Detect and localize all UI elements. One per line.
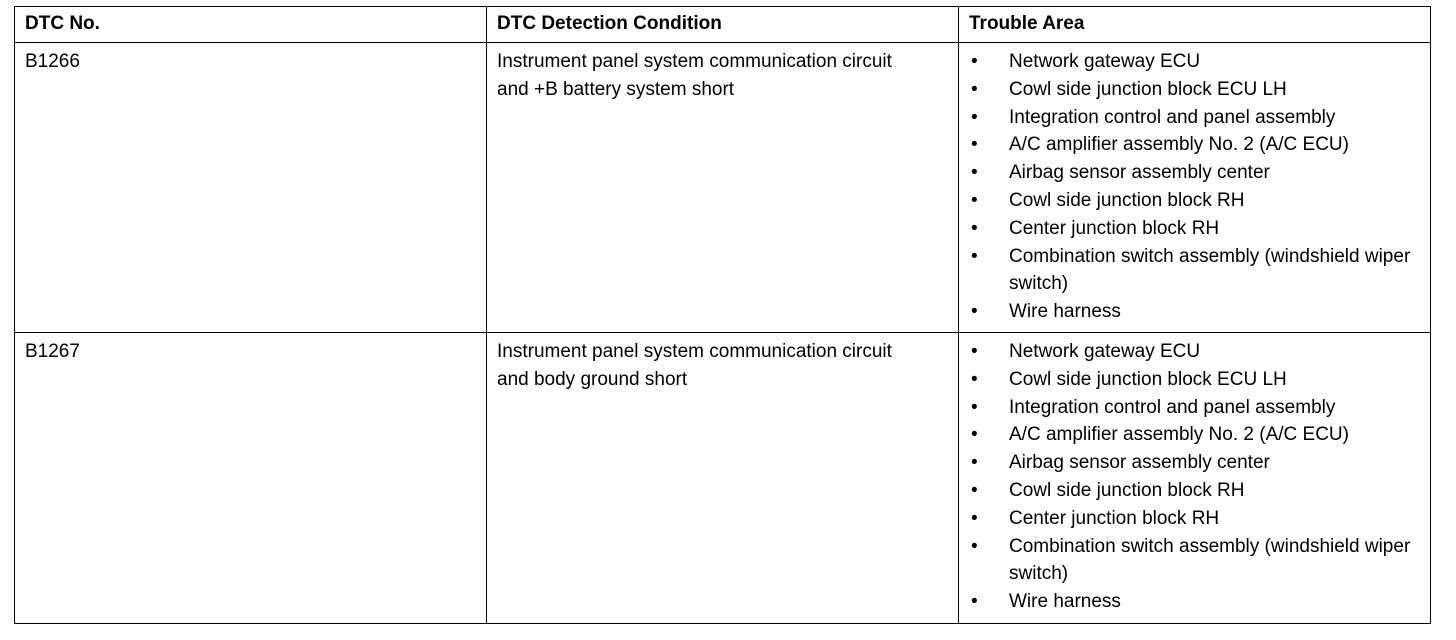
header-detection-condition: DTC Detection Condition [487, 7, 959, 43]
trouble-area-text: A/C amplifier assembly No. 2 (A/C ECU) [1009, 134, 1349, 156]
bullet-icon: • [971, 396, 978, 418]
bullet-icon: • [971, 507, 978, 529]
detection-condition-text: Instrument panel system communication circuit and body ground short [497, 340, 892, 390]
trouble-area-item [969, 394, 1420, 422]
detection-condition-text: Instrument panel system communication circuit and +B battery system short [497, 51, 892, 100]
trouble-area-text: Airbag sensor assembly center [1009, 452, 1270, 474]
trouble-area-item [969, 48, 1420, 76]
trouble-area-item [969, 76, 1420, 104]
bullet-icon: • [971, 368, 978, 390]
bullet-icon: • [971, 591, 978, 613]
table-row [15, 332, 1431, 623]
trouble-area-item [969, 449, 1420, 477]
bullet-icon: • [971, 162, 978, 184]
trouble-area-item [969, 298, 1420, 326]
trouble-area-item [969, 104, 1420, 132]
trouble-area-item [969, 131, 1420, 159]
trouble-area-text: Network gateway ECU [1009, 340, 1201, 362]
trouble-area-item [969, 421, 1420, 449]
trouble-area-cell [959, 43, 1431, 333]
trouble-area-item [969, 243, 1420, 299]
trouble-area-list [969, 48, 1420, 326]
detection-condition-cell [487, 332, 959, 623]
trouble-area-item [969, 366, 1420, 394]
trouble-area-item [969, 533, 1420, 589]
trouble-area-text: Integration control and panel assembly [1009, 106, 1336, 128]
trouble-area-cell [959, 332, 1431, 623]
bullet-icon: • [971, 340, 978, 362]
trouble-area-item [969, 477, 1420, 505]
bullet-icon: • [971, 301, 978, 323]
bullet-icon: • [971, 535, 978, 557]
bullet-icon: • [971, 189, 978, 211]
trouble-area-text: Cowl side junction block ECU LH [1009, 368, 1287, 390]
trouble-area-list [969, 338, 1420, 616]
bullet-icon: • [971, 479, 978, 501]
trouble-area-text: Integration control and panel assembly [1009, 396, 1336, 418]
bullet-icon: • [971, 51, 978, 72]
trouble-area-text: Wire harness [1009, 301, 1121, 323]
trouble-area-item [969, 159, 1420, 187]
dtc-code-cell: B1266 [15, 43, 487, 333]
trouble-area-text: Airbag sensor assembly center [1009, 162, 1270, 184]
trouble-area-item [969, 338, 1420, 366]
bullet-icon: • [971, 452, 978, 474]
bullet-icon: • [971, 134, 978, 156]
trouble-area-text: Center junction block RH [1009, 217, 1220, 239]
trouble-area-text: Cowl side junction block RH [1009, 189, 1245, 211]
trouble-area-text: Combination switch assembly (windshield wiper switch) [1009, 535, 1411, 585]
dtc-code-cell: B1267 [15, 332, 487, 623]
trouble-area-item [969, 588, 1420, 616]
header-row [15, 7, 1431, 43]
header-trouble-area: Trouble Area [959, 7, 1431, 43]
table-header [15, 7, 1431, 43]
table-body [15, 43, 1431, 624]
bullet-icon: • [971, 217, 978, 239]
trouble-area-text: Combination switch assembly (windshield wiper switch) [1009, 245, 1411, 295]
bullet-icon: • [971, 78, 978, 100]
dtc-table [14, 6, 1431, 624]
bullet-icon: • [971, 106, 978, 128]
trouble-area-text: Center junction block RH [1009, 507, 1220, 529]
trouble-area-text: Cowl side junction block ECU LH [1009, 78, 1287, 100]
trouble-area-item [969, 215, 1420, 243]
header-dtc-no: DTC No. [15, 7, 487, 43]
trouble-area-text: Network gateway ECU [1009, 51, 1201, 72]
trouble-area-text: Wire harness [1009, 591, 1121, 613]
bullet-icon: • [971, 245, 978, 267]
trouble-area-item [969, 505, 1420, 533]
trouble-area-text: A/C amplifier assembly No. 2 (A/C ECU) [1009, 424, 1349, 446]
detection-condition-cell [487, 43, 959, 333]
trouble-area-text: Cowl side junction block RH [1009, 479, 1245, 501]
bullet-icon: • [971, 424, 978, 446]
table-row [15, 43, 1431, 333]
trouble-area-item [969, 187, 1420, 215]
